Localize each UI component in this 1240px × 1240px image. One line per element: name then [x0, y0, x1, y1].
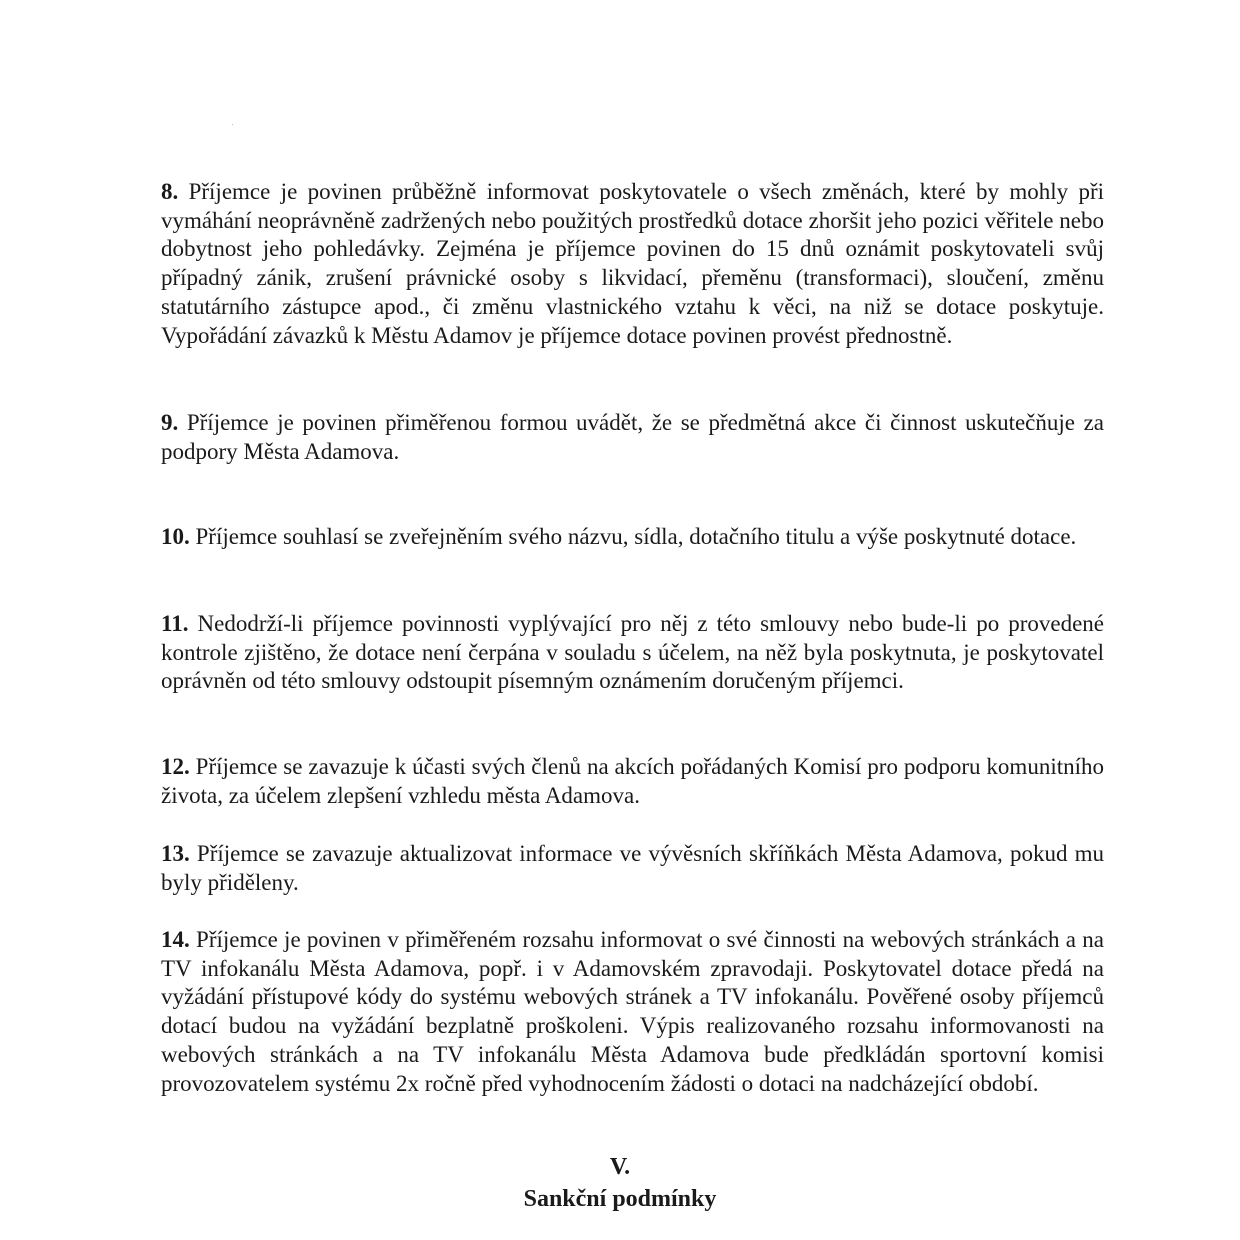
paragraph-9 — [161, 409, 1104, 466]
section-title: Sankční podmínky — [523, 1186, 717, 1212]
paragraph-number: 14. — [161, 927, 190, 952]
section-number: V. — [609, 1154, 631, 1180]
paragraph-text: Příjemce se zavazuje aktualizovat informace ve vývěsních skříňkách Města Adamova, pokud mu byly přiděleny. — [161, 841, 1105, 895]
paragraph-text: Příjemce se zavazuje k účasti svých členů na akcích pořádaných Komisí pro podporu komunitního života, za účelem zlepšení vzhledu města Adamova. — [161, 754, 1104, 808]
scan-speck — [232, 124, 233, 125]
paragraph-text: Nedodrží-li příjemce povinnosti vyplývající pro něj z této smlouvy nebo bude-li po provedené kontrole zjištěno, že dotace není čerpána v souladu s účelem, na něž byla poskytnuta, je poskytovatel oprávněn od této smlouvy odstoupit písemným oznámením doručeným příjemci. — [161, 611, 1104, 694]
paragraph-8 — [161, 178, 1104, 350]
paragraph-11 — [161, 610, 1104, 696]
paragraph-number: 8. — [161, 179, 179, 204]
paragraph-number: 9. — [161, 410, 179, 435]
paragraph-text: Příjemce je povinen přiměřenou formou uvádět, že se předmětná akce či činnost uskutečňuje za podpory Města Adamova. — [161, 410, 1104, 464]
paragraph-number: 13. — [161, 841, 190, 866]
paragraph-number: 11. — [161, 611, 189, 636]
paragraph-13 — [161, 840, 1104, 897]
paragraph-number: 12. — [161, 754, 190, 779]
paragraph-12 — [161, 753, 1104, 810]
paragraph-text: Příjemce je povinen průběžně informovat poskytovatele o všech změnách, které by mohly při vymáhání neoprávněně zadržených nebo použitých prostředků dotace zhoršit jeho pozici věřitele nebo dobytnost jeho pohledávky. Zejména je příjemce povinen do 15 dnů oznámit poskytovateli svůj případný zánik, zrušení právnické osoby s likvidací, přeměnu (transformaci), sloučení, změnu statutárního zástupce apod., či změnu vlastnického vztahu k věci, na niž se dotace poskytuje. Vypořádání závazků k Městu Adamov je příjemce dotace povinen provést přednostně. — [161, 179, 1104, 348]
paragraph-text: Příjemce souhlasí se zveřejněním svého názvu, sídla, dotačního titulu a výše poskytnuté dotace. — [195, 524, 1077, 549]
paragraph-10 — [161, 523, 1104, 552]
paragraph-14 — [161, 926, 1104, 1098]
paragraph-text: Příjemce je povinen v přiměřeném rozsahu informovat o své činnosti na webových stránkách a na TV infokanálu Města Adamova, popř. i v Adamovském zpravodaji. Poskytovatel dotace předá na vyžádání přístupové kódy do systému webových stránek a TV infokanálu. Pověřené osoby příjemců dotací budou na vyžádání bezplatně proškoleni. Výpis realizovaného rozsahu informovanosti na webových stránkách a na TV infokanálu Města Adamova bude předkládán sportovní komisi provozovatelem systému 2x ročně před vyhodnocením žádosti o dotaci na nadcházející období. — [161, 927, 1104, 1096]
paragraph-number: 10. — [161, 524, 190, 549]
